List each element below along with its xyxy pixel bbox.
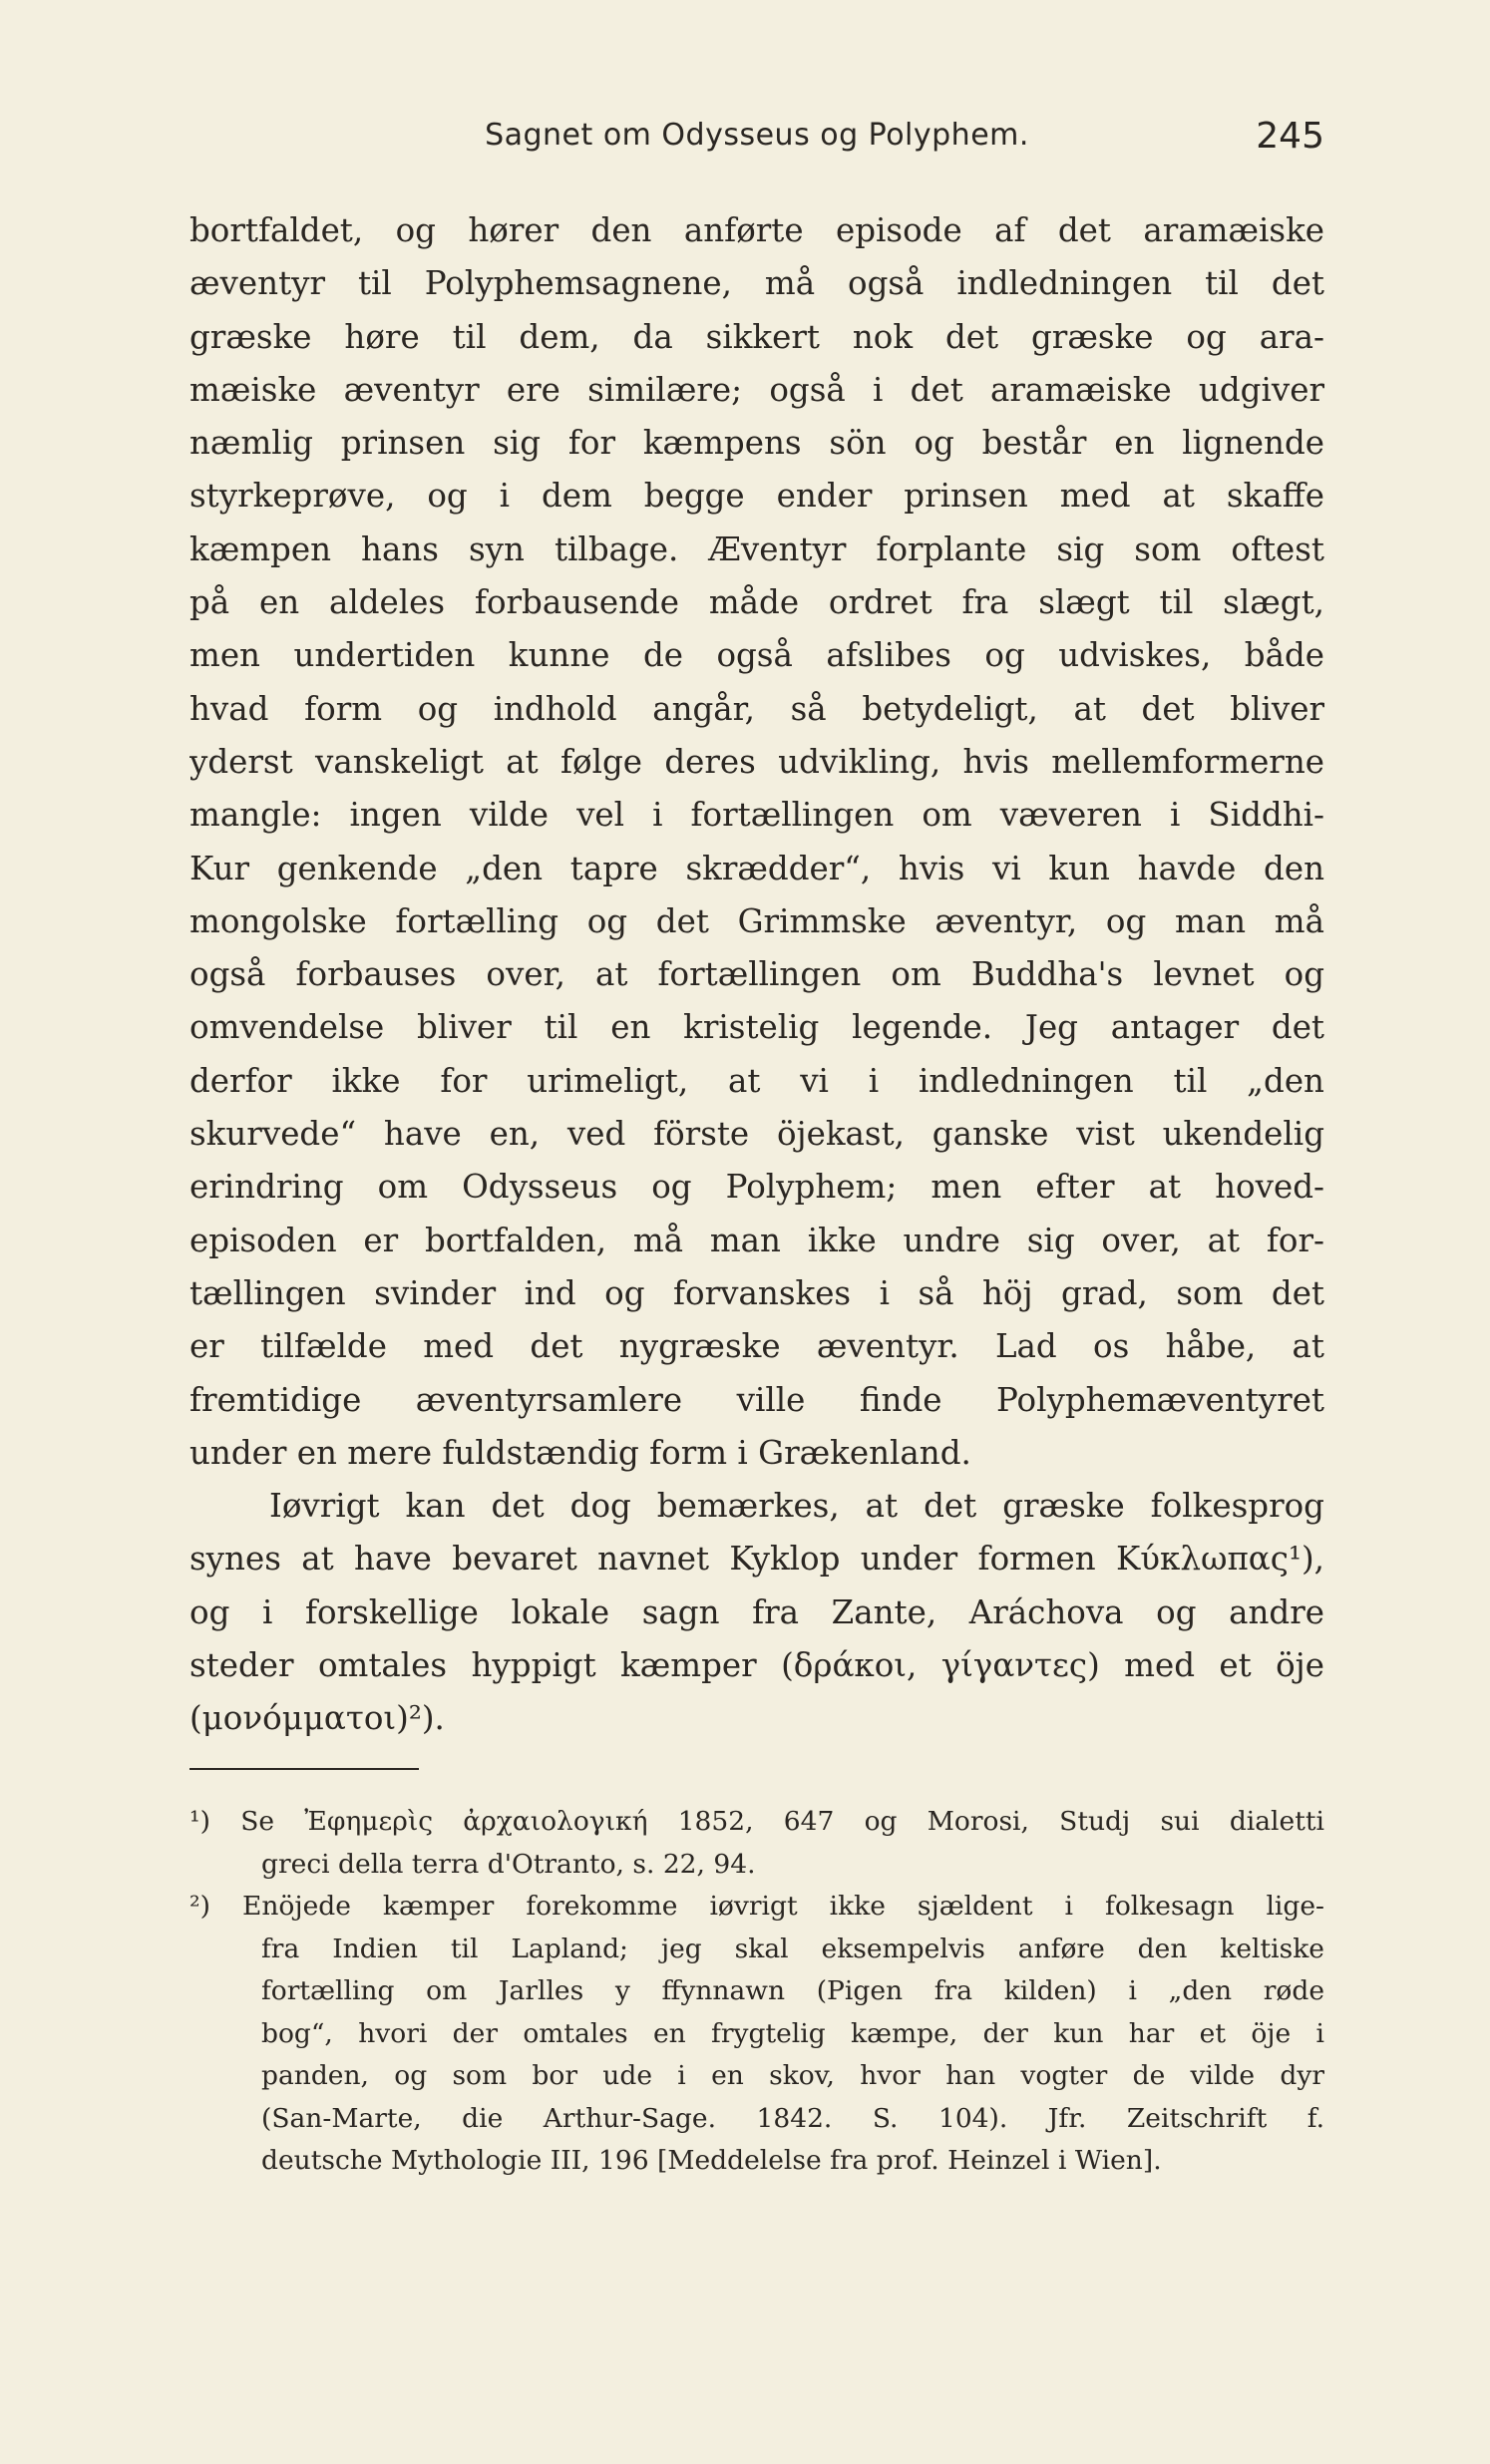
footnote-line: fortælling om Jarlles y ffynnawn (Pigen fra kilden) i „den røde bbox=[261, 1975, 1324, 2006]
text-line: steder omtales hyppigt kæmper (δράκοι, γίγαντες) med et öje bbox=[189, 1646, 1324, 1685]
text-line: og i forskellige lokale sagn fra Zante, Aráchova og andre bbox=[189, 1592, 1324, 1631]
footnote-divider bbox=[189, 1768, 419, 1770]
text-line: episoden er bortfalden, må man ikke undre sig over, at for- bbox=[189, 1221, 1324, 1259]
footnotes bbox=[189, 1801, 1324, 2183]
text-line: skurvede“ have en, ved förste öjekast, ganske vist ukendelig bbox=[189, 1115, 1324, 1154]
text-line: bortfaldet, og hører den anførte episode af det aramæiske bbox=[189, 211, 1324, 249]
text-line: styrkeprøve, og i dem begge ender prinsen med at skaffe bbox=[189, 477, 1324, 516]
footnote-line: (San-Marte, die Arthur-Sage. 1842. S. 104). Jfr. Zeitschrift f. bbox=[261, 2102, 1324, 2134]
text-line: (μονόμματοι)²). bbox=[189, 1699, 445, 1738]
footnote-line: ²) Enöjede kæmper forekomme iøvrigt ikke sjældent i folkesagn lige- bbox=[189, 1891, 1324, 1922]
text-line: Kur genkende „den tapre skrædder“, hvis vi kun havde den bbox=[189, 849, 1324, 887]
text-line: græske høre til dem, da sikkert nok det græske og ara- bbox=[189, 317, 1324, 356]
page-number: 245 bbox=[1256, 116, 1324, 157]
text-line: mangle: ingen vilde vel i fortællingen om væveren i Siddhi- bbox=[189, 796, 1324, 835]
text-line: fremtidige æventyrsamlere ville finde Polyphemæventyret bbox=[189, 1380, 1324, 1419]
text-line: kæmpen hans syn tilbage. Æventyr forplante sig som oftest bbox=[189, 529, 1324, 568]
text-line: yderst vanskeligt at følge deres udvikling, hvis mellemformerne bbox=[189, 742, 1324, 781]
footnote-line: ¹) Se Ἐφημερὶς ἀρχαιολογική 1852, 647 og Morosi, Studj sui dialetti bbox=[189, 1806, 1324, 1837]
text-line: æventyr til Polyphemsagnene, må også indledningen til det bbox=[189, 264, 1324, 303]
running-title: Sagnet om Odysseus og Polyphem. bbox=[485, 118, 1029, 153]
text-line: men undertiden kunne de også afslibes og udviskes, både bbox=[189, 636, 1324, 675]
body-text bbox=[189, 204, 1324, 1746]
text-line: Iøvrigt kan det dog bemærkes, at det græske folkesprog bbox=[269, 1487, 1324, 1526]
text-line: mæiske æventyr ere similære; også i det aramæiske udgiver bbox=[189, 370, 1324, 409]
text-line: hvad form og indhold angår, så betydeligt, at det bliver bbox=[189, 689, 1324, 728]
text-line: mongolske fortælling og det Grimmske æventyr, og man må bbox=[189, 901, 1324, 940]
text-line: synes at have bevaret navnet Kyklop under formen Κύκλωπας¹), bbox=[189, 1540, 1324, 1579]
page-header bbox=[189, 118, 1324, 168]
text-line: er tilfælde med det nygræske æventyr. Lad os håbe, at bbox=[189, 1327, 1324, 1366]
text-line: omvendelse bliver til en kristelig legende. Jeg antager det bbox=[189, 1008, 1324, 1047]
text-line: på en aldeles forbausende måde ordret fra slægt til slægt, bbox=[189, 583, 1324, 622]
text-line: derfor ikke for urimeligt, at vi i indledningen til „den bbox=[189, 1061, 1324, 1100]
text-line: næmlig prinsen sig for kæmpens sön og består en lignende bbox=[189, 424, 1324, 463]
text-line: erindring om Odysseus og Polyphem; men efter at hoved- bbox=[189, 1168, 1324, 1207]
footnote-line: panden, og som bor ude i en skov, hvor han vogter de vilde dyr bbox=[261, 2060, 1324, 2091]
text-line: under en mere fuldstændig form i Grækenland. bbox=[189, 1433, 971, 1472]
text-line: tællingen svinder ind og forvanskes i så höj grad, som det bbox=[189, 1273, 1324, 1312]
footnote-line: fra Indien til Lapland; jeg skal eksempelvis anføre den keltiske bbox=[261, 1933, 1324, 1964]
text-line: også forbauses over, at fortællingen om Buddha's levnet og bbox=[189, 955, 1324, 994]
footnote-line: bog“, hvori der omtales en frygtelig kæmpe, der kun har et öje i bbox=[261, 2017, 1324, 2049]
footnote-line: greci della terra d'Otranto, s. 22, 94. bbox=[261, 1848, 756, 1880]
footnote-line: deutsche Mythologie III, 196 [Meddelelse fra prof. Heinzel i Wien]. bbox=[261, 2145, 1162, 2176]
